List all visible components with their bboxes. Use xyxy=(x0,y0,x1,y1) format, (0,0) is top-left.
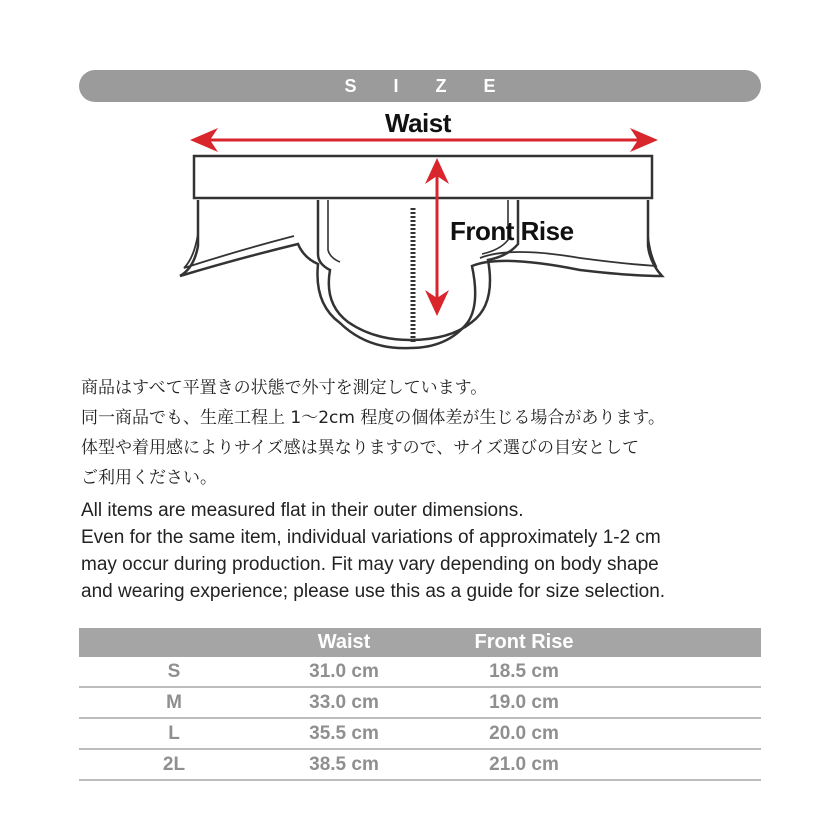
note-jp-line: 商品はすべて平置きの状態で外寸を測定しています。 xyxy=(81,378,488,398)
note-jp-line: 体型や着用感によりサイズ感は異なりますので、サイズ選びの目安として xyxy=(81,438,639,458)
waist-cell: 33.0 cm xyxy=(309,691,379,713)
front-rise-cell: 21.0 cm xyxy=(489,753,559,775)
note-en-line: and wearing experience; please use this as a guide for size selection. xyxy=(81,581,666,602)
size-cell: 2L xyxy=(162,753,186,775)
note-en-line: Even for the same item, individual variations of approximately 1-2 cm xyxy=(81,527,661,548)
size-header-title: S I Z E xyxy=(344,75,512,96)
size-cell: S xyxy=(167,660,181,682)
note-jp-line: 同一商品でも、生産工程上 1〜2cm 程度の個体差が生じる場合があります。 xyxy=(81,408,665,428)
waist-cell: 35.5 cm xyxy=(309,722,379,744)
table-row xyxy=(79,688,761,719)
waist-label: Waist xyxy=(385,108,451,138)
table-row xyxy=(79,750,761,781)
notes-english xyxy=(81,497,771,605)
brief-body-outline xyxy=(180,200,662,348)
waistband-outline xyxy=(194,156,652,198)
note-en-line: All items are measured flat in their outer dimensions. xyxy=(81,500,524,521)
header-front-rise-cell: Front Rise xyxy=(474,631,574,653)
size-header-bar xyxy=(79,70,761,102)
size-table-header-row xyxy=(79,628,761,657)
size-cell: L xyxy=(168,722,180,744)
front-rise-label: Front Rise xyxy=(450,216,574,246)
note-en-line: may occur during production. Fit may vary depending on body shape xyxy=(81,554,659,575)
note-jp-line: ご利用ください。 xyxy=(81,468,217,488)
header-waist-cell: Waist xyxy=(317,631,371,653)
notes-japanese xyxy=(81,373,771,493)
table-row xyxy=(79,657,761,688)
waist-cell: 31.0 cm xyxy=(309,660,379,682)
table-row xyxy=(79,719,761,750)
underwear-diagram xyxy=(170,108,670,358)
front-rise-cell: 18.5 cm xyxy=(489,660,559,682)
waist-cell: 38.5 cm xyxy=(309,753,379,775)
size-table xyxy=(79,628,761,781)
size-cell: M xyxy=(166,691,182,713)
front-rise-cell: 20.0 cm xyxy=(489,722,559,744)
front-rise-cell: 19.0 cm xyxy=(489,691,559,713)
